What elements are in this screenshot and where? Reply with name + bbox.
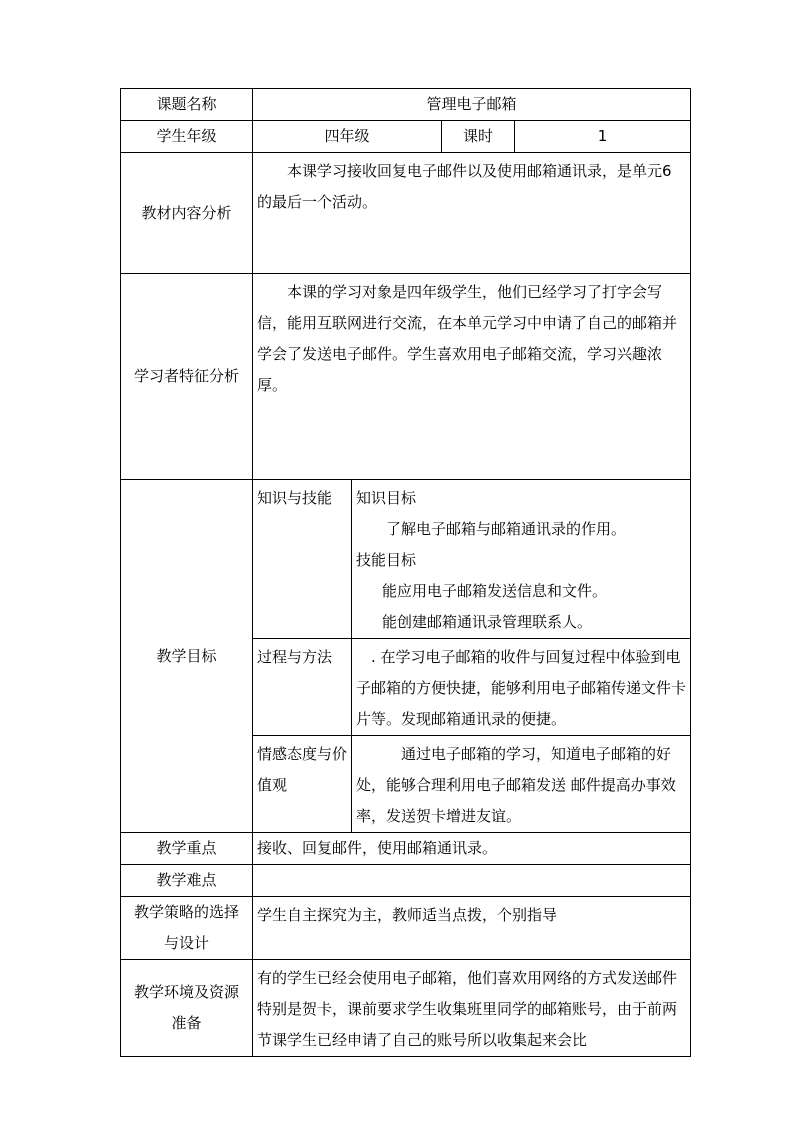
learner-text: 本课的学习对象是四年级学生，他们已经学习了打字会写信，能用互联网进行交流，在本单元学习中申请了自己的邮箱并学会了发送电子邮件。学生喜欢用电子邮箱交流，学习兴趣浓厚。 [253,274,691,480]
focus-text: 接收、回复邮件，使用邮箱通讯录。 [253,833,691,865]
row-focus [121,833,691,865]
learner-label: 学习者特征分析 [121,274,253,480]
difficulty-text [253,865,691,897]
hours-value: 1 [515,121,691,153]
knowledge-label: 知识与技能 [253,480,352,639]
env-label: 教学环境及资源准备 [121,960,253,1057]
row-strategy [121,897,691,960]
strategy-text: 学生自主探究为主，教师适当点拨，个别指导 [253,897,691,960]
row-title [121,89,691,121]
process-text: . 在学习电子邮箱的收件与回复过程中体验到电子邮箱的方便快捷，能够利用电子邮箱传递文件卡片等。发现邮箱通讯录的便捷。 [352,639,691,736]
row-knowledge [121,480,691,639]
env-text: 有的学生已经会使用电子邮箱，他们喜欢用网络的方式发送邮件特别是贺卡，课前要求学生收集班里同学的邮箱账号，由于前两节课学生已经申请了自己的账号所以收集起来会比 [253,960,691,1057]
knowledge-goal-text: 了解电子邮箱与邮箱通讯录的作用。 [386,520,627,538]
row-material [121,153,691,274]
lesson-plan-table [120,88,691,1057]
grade-label: 学生年级 [121,121,253,153]
material-label: 教材内容分析 [121,153,253,274]
row-difficulty [121,865,691,897]
skill-goal-title: 技能目标 [356,551,417,569]
strategy-label: 教学策略的选择与设计 [121,897,253,960]
row-learner [121,274,691,480]
emotion-label: 情感态度与价值观 [253,736,352,833]
focus-label: 教学重点 [121,833,253,865]
knowledge-goal-title: 知识目标 [356,489,417,507]
knowledge-cell [352,480,691,639]
hours-label: 课时 [442,121,515,153]
difficulty-label: 教学难点 [121,865,253,897]
material-text: 本课学习接收回复电子邮件以及使用邮箱通讯录，是单元6的最后一个活动。 [253,153,691,274]
title-value: 管理电子邮箱 [253,89,691,121]
grade-value: 四年级 [253,121,442,153]
row-environment [121,960,691,1057]
skill-goal-text-1: 能应用电子邮箱发送信息和文件。 [382,582,608,600]
skill-goal-text-2: 能创建邮箱通讯录管理联系人。 [382,613,593,631]
goals-label: 教学目标 [121,480,253,833]
emotion-text: 通过电子邮箱的学习，知道电子邮箱的好处，能够合理利用电子邮箱发送 邮件提高办事效率，发送贺卡增进友谊。 [352,736,691,833]
process-label: 过程与方法 [253,639,352,736]
row-grade [121,121,691,153]
title-label: 课题名称 [121,89,253,121]
